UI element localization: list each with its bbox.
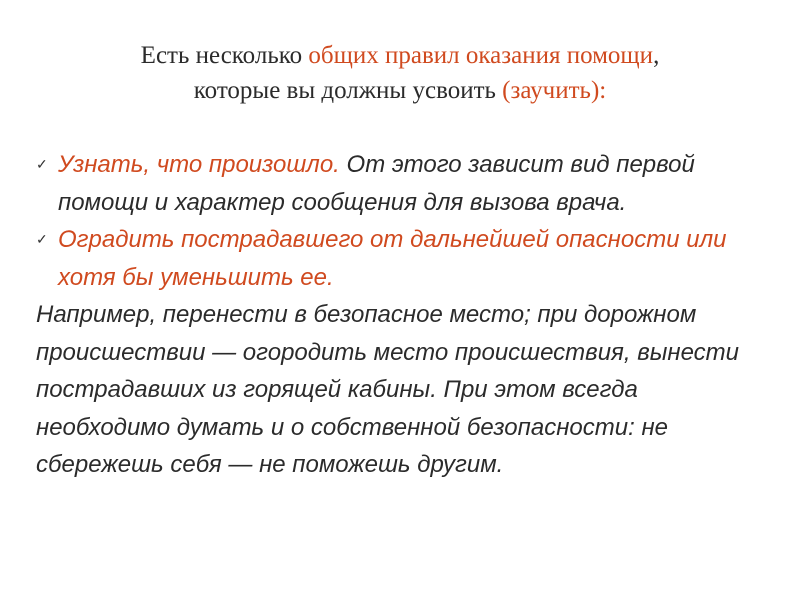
item-highlight: Узнать, что произошло. (58, 151, 340, 178)
check-icon: ✓ (36, 231, 48, 247)
title-text: , (653, 42, 660, 69)
list-item (36, 146, 756, 221)
title-text: Есть несколько (140, 42, 309, 69)
item-highlight: Оградить пострадавшего от дальнейшей опасности или хотя бы уменьшить ее. (58, 226, 727, 291)
item-text: От этого зависит вид первой помощи и характер сообщения для вызова врача. (58, 151, 695, 216)
example-paragraph: Например, перенести в безопасное место; при дорожном происшествии — огородить место происшествия, вынести пострадавших из горящей кабины. При этом всегда необходимо думать и о собственной безопасности: не сбережешь себя — не поможешь другим. (36, 301, 740, 478)
check-icon: ✓ (36, 156, 48, 172)
title-highlight: (заучить): (502, 77, 607, 104)
title-text: которые вы должны усвоить (193, 77, 503, 104)
title-line-1 (0, 38, 800, 73)
slide-body (36, 146, 756, 484)
title-highlight: общих правил оказания помощи (308, 42, 654, 69)
list-item (36, 221, 756, 296)
title-line-2 (0, 73, 800, 108)
slide-title (0, 38, 800, 108)
